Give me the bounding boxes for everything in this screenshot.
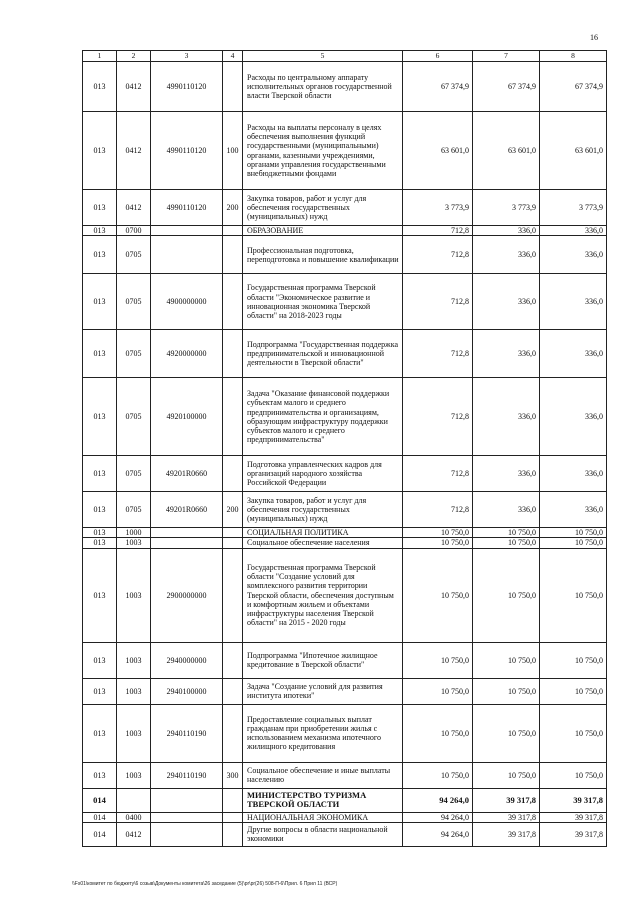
ministry-code-cell: 014 (83, 788, 117, 812)
ministry-code-cell: 014 (83, 812, 117, 822)
expense-type-cell (223, 62, 243, 112)
section-code-cell: 1003 (117, 538, 151, 548)
table-row (83, 704, 607, 762)
target-code-cell: 4920100000 (151, 378, 223, 456)
table-row (83, 378, 607, 456)
amount-year2-cell: 10 750,0 (473, 678, 540, 704)
ministry-code-cell: 013 (83, 528, 117, 538)
description-cell: Расходы по центральному аппарату исполнительных органов государственной власти Тверской области (243, 62, 403, 112)
header-cell: 7 (473, 51, 540, 62)
amount-year1-cell: 10 750,0 (403, 678, 473, 704)
amount-year2-cell: 39 317,8 (473, 822, 540, 846)
section-code-cell: 0412 (117, 822, 151, 846)
section-code-cell: 0705 (117, 378, 151, 456)
description-cell: Подготовка управленческих кадров для организаций народного хозяйства Российской Федерации (243, 456, 403, 492)
amount-year3-cell: 3 773,9 (540, 190, 607, 226)
expense-type-cell (223, 788, 243, 812)
ministry-code-cell: 013 (83, 378, 117, 456)
expense-type-cell (223, 538, 243, 548)
amount-year3-cell: 336,0 (540, 456, 607, 492)
amount-year3-cell: 10 750,0 (540, 762, 607, 788)
amount-year3-cell: 10 750,0 (540, 704, 607, 762)
target-code-cell (151, 236, 223, 274)
target-code-cell (151, 812, 223, 822)
table-row (83, 528, 607, 538)
page-number: 16 (590, 33, 598, 42)
ministry-code-cell: 013 (83, 274, 117, 330)
expense-type-cell (223, 274, 243, 330)
description-cell: Закупка товаров, работ и услуг для обеспечения государственных (муниципальных) нужд (243, 492, 403, 528)
amount-year3-cell: 336,0 (540, 378, 607, 456)
amount-year1-cell: 67 374,9 (403, 62, 473, 112)
description-cell: Государственная программа Тверской области "Создание условий для комплексного развития территории Тверской области, обеспечения доступным и комфортным жильем и объектами инфраструктуры населения Тверской области" на 2015 - 2020 годы (243, 548, 403, 642)
description-cell: ОБРАЗОВАНИЕ (243, 226, 403, 236)
target-code-cell (151, 528, 223, 538)
amount-year3-cell: 336,0 (540, 274, 607, 330)
table-row (83, 112, 607, 190)
ministry-code-cell: 013 (83, 190, 117, 226)
section-code-cell: 1003 (117, 548, 151, 642)
header-row (83, 51, 607, 62)
description-cell: НАЦИОНАЛЬНАЯ ЭКОНОМИКА (243, 812, 403, 822)
table-row (83, 538, 607, 548)
description-cell: Социальное обеспечение и иные выплаты населению (243, 762, 403, 788)
amount-year2-cell: 336,0 (473, 378, 540, 456)
expense-type-cell (223, 678, 243, 704)
section-code-cell: 0705 (117, 456, 151, 492)
table-row (83, 236, 607, 274)
expense-type-cell: 200 (223, 492, 243, 528)
amount-year2-cell: 39 317,8 (473, 788, 540, 812)
amount-year2-cell: 336,0 (473, 492, 540, 528)
description-cell: Предоставление социальных выплат гражданам при приобретении жилья с использованием механизма ипотечного жилищного кредитования (243, 704, 403, 762)
target-code-cell: 4990110120 (151, 190, 223, 226)
ministry-code-cell: 013 (83, 456, 117, 492)
amount-year1-cell: 10 750,0 (403, 528, 473, 538)
amount-year1-cell: 712,8 (403, 492, 473, 528)
amount-year1-cell: 712,8 (403, 456, 473, 492)
target-code-cell (151, 822, 223, 846)
amount-year1-cell: 10 750,0 (403, 704, 473, 762)
amount-year1-cell: 712,8 (403, 236, 473, 274)
file-path-footer: \\Fs01\комитет по бюджету\6 созыв\Документы комитета\26 заседание (5)\pr\pr(26) 508-П-6\Прил. 6 Прил 11 (ВСР) (72, 881, 338, 887)
amount-year1-cell: 94 264,0 (403, 822, 473, 846)
section-code-cell: 1003 (117, 678, 151, 704)
ministry-code-cell: 013 (83, 762, 117, 788)
target-code-cell: 4920000000 (151, 330, 223, 378)
section-code-cell: 0400 (117, 812, 151, 822)
amount-year2-cell: 10 750,0 (473, 704, 540, 762)
amount-year1-cell: 63 601,0 (403, 112, 473, 190)
expense-type-cell (223, 528, 243, 538)
table-row (83, 492, 607, 528)
description-cell: Задача "Создание условий для развития института ипотеки" (243, 678, 403, 704)
amount-year2-cell: 10 750,0 (473, 548, 540, 642)
table-row (83, 822, 607, 846)
ministry-code-cell: 013 (83, 678, 117, 704)
section-code-cell: 0705 (117, 236, 151, 274)
expense-type-cell (223, 378, 243, 456)
expense-type-cell: 100 (223, 112, 243, 190)
expense-type-cell (223, 812, 243, 822)
ministry-code-cell: 013 (83, 548, 117, 642)
section-code-cell: 0700 (117, 226, 151, 236)
amount-year2-cell: 336,0 (473, 456, 540, 492)
expense-type-cell (223, 548, 243, 642)
description-cell: Задача "Оказание финансовой поддержки субъектам малого и среднего предпринимательства и организациям, образующим инфраструктуру поддержки субъектов малого и среднего предпринимательства" (243, 378, 403, 456)
amount-year1-cell: 10 750,0 (403, 762, 473, 788)
description-cell: МИНИСТЕРСТВО ТУРИЗМА ТВЕРСКОЙ ОБЛАСТИ (243, 788, 403, 812)
target-code-cell (151, 226, 223, 236)
target-code-cell: 2940000000 (151, 642, 223, 678)
section-code-cell (117, 788, 151, 812)
table-row (83, 762, 607, 788)
amount-year1-cell: 712,8 (403, 378, 473, 456)
amount-year1-cell: 94 264,0 (403, 812, 473, 822)
ministry-code-cell: 013 (83, 492, 117, 528)
amount-year1-cell: 10 750,0 (403, 548, 473, 642)
description-cell: Подпрограмма "Государственная поддержка предпринимательской и инновационной деятельности в Тверской области" (243, 330, 403, 378)
table-row (83, 62, 607, 112)
section-code-cell: 1003 (117, 642, 151, 678)
amount-year2-cell: 39 317,8 (473, 812, 540, 822)
amount-year3-cell: 39 317,8 (540, 822, 607, 846)
amount-year3-cell: 39 317,8 (540, 812, 607, 822)
table-body (83, 51, 607, 847)
amount-year1-cell: 3 773,9 (403, 190, 473, 226)
target-code-cell: 2940110190 (151, 704, 223, 762)
amount-year3-cell: 10 750,0 (540, 678, 607, 704)
table-row (83, 456, 607, 492)
target-code-cell (151, 788, 223, 812)
expense-type-cell (223, 642, 243, 678)
amount-year2-cell: 3 773,9 (473, 190, 540, 226)
amount-year2-cell: 336,0 (473, 330, 540, 378)
header-cell: 1 (83, 51, 117, 62)
table-row (83, 788, 607, 812)
description-cell: Закупка товаров, работ и услуг для обеспечения государственных (муниципальных) нужд (243, 190, 403, 226)
amount-year3-cell: 10 750,0 (540, 538, 607, 548)
table-row (83, 274, 607, 330)
section-code-cell: 0705 (117, 492, 151, 528)
amount-year3-cell: 10 750,0 (540, 548, 607, 642)
table-row (83, 548, 607, 642)
amount-year3-cell: 10 750,0 (540, 642, 607, 678)
budget-table (82, 50, 607, 847)
expense-type-cell (223, 330, 243, 378)
ministry-code-cell: 013 (83, 236, 117, 274)
expense-type-cell: 200 (223, 190, 243, 226)
amount-year3-cell: 10 750,0 (540, 528, 607, 538)
amount-year2-cell: 336,0 (473, 274, 540, 330)
ministry-code-cell: 013 (83, 538, 117, 548)
amount-year2-cell: 67 374,9 (473, 62, 540, 112)
description-cell: Социальное обеспечение населения (243, 538, 403, 548)
header-cell: 4 (223, 51, 243, 62)
target-code-cell: 2900000000 (151, 548, 223, 642)
expense-type-cell (223, 704, 243, 762)
amount-year1-cell: 94 264,0 (403, 788, 473, 812)
expense-type-cell: 300 (223, 762, 243, 788)
amount-year2-cell: 10 750,0 (473, 538, 540, 548)
section-code-cell: 1000 (117, 528, 151, 538)
section-code-cell: 0412 (117, 190, 151, 226)
amount-year1-cell: 712,8 (403, 274, 473, 330)
target-code-cell (151, 538, 223, 548)
section-code-cell: 0705 (117, 274, 151, 330)
section-code-cell: 1003 (117, 704, 151, 762)
amount-year1-cell: 10 750,0 (403, 642, 473, 678)
section-code-cell: 0705 (117, 330, 151, 378)
expense-type-cell (223, 822, 243, 846)
amount-year2-cell: 63 601,0 (473, 112, 540, 190)
description-cell: Другие вопросы в области национальной экономики (243, 822, 403, 846)
amount-year2-cell: 336,0 (473, 236, 540, 274)
target-code-cell: 49201R0660 (151, 492, 223, 528)
table-row (83, 330, 607, 378)
ministry-code-cell: 013 (83, 642, 117, 678)
amount-year2-cell: 10 750,0 (473, 528, 540, 538)
amount-year3-cell: 336,0 (540, 492, 607, 528)
section-code-cell: 1003 (117, 762, 151, 788)
ministry-code-cell: 013 (83, 704, 117, 762)
expense-type-cell (223, 456, 243, 492)
amount-year3-cell: 67 374,9 (540, 62, 607, 112)
expense-type-cell (223, 226, 243, 236)
target-code-cell: 4900000000 (151, 274, 223, 330)
amount-year1-cell: 712,8 (403, 330, 473, 378)
amount-year3-cell: 336,0 (540, 330, 607, 378)
amount-year1-cell: 712,8 (403, 226, 473, 236)
amount-year1-cell: 10 750,0 (403, 538, 473, 548)
amount-year2-cell: 10 750,0 (473, 762, 540, 788)
target-code-cell: 4990110120 (151, 62, 223, 112)
amount-year3-cell: 39 317,8 (540, 788, 607, 812)
table-row (83, 190, 607, 226)
amount-year2-cell: 336,0 (473, 226, 540, 236)
description-cell: СОЦИАЛЬНАЯ ПОЛИТИКА (243, 528, 403, 538)
target-code-cell: 2940110190 (151, 762, 223, 788)
table-row (83, 226, 607, 236)
ministry-code-cell: 014 (83, 822, 117, 846)
section-code-cell: 0412 (117, 62, 151, 112)
target-code-cell: 2940100000 (151, 678, 223, 704)
target-code-cell: 49201R0660 (151, 456, 223, 492)
target-code-cell: 4990110120 (151, 112, 223, 190)
table-row (83, 642, 607, 678)
description-cell: Подпрограмма "Ипотечное жилищное кредитование в Тверской области" (243, 642, 403, 678)
description-cell: Государственная программа Тверской области "Экономическое развитие и инновационная экономика Тверской области" на 2018-2023 годы (243, 274, 403, 330)
ministry-code-cell: 013 (83, 330, 117, 378)
table-row (83, 678, 607, 704)
amount-year3-cell: 336,0 (540, 236, 607, 274)
header-cell: 6 (403, 51, 473, 62)
description-cell: Профессиональная подготовка, переподготовка и повышение квалификации (243, 236, 403, 274)
ministry-code-cell: 013 (83, 226, 117, 236)
amount-year2-cell: 10 750,0 (473, 642, 540, 678)
header-cell: 2 (117, 51, 151, 62)
header-cell: 3 (151, 51, 223, 62)
description-cell: Расходы на выплаты персоналу в целях обеспечения выполнения функций государственными (муниципальными) органами, казенными учреждениями, органами управления государственными внебюджетными фондами (243, 112, 403, 190)
amount-year3-cell: 336,0 (540, 226, 607, 236)
header-cell: 8 (540, 51, 607, 62)
header-cell: 5 (243, 51, 403, 62)
section-code-cell: 0412 (117, 112, 151, 190)
table-row (83, 812, 607, 822)
ministry-code-cell: 013 (83, 112, 117, 190)
ministry-code-cell: 013 (83, 62, 117, 112)
expense-type-cell (223, 236, 243, 274)
amount-year3-cell: 63 601,0 (540, 112, 607, 190)
